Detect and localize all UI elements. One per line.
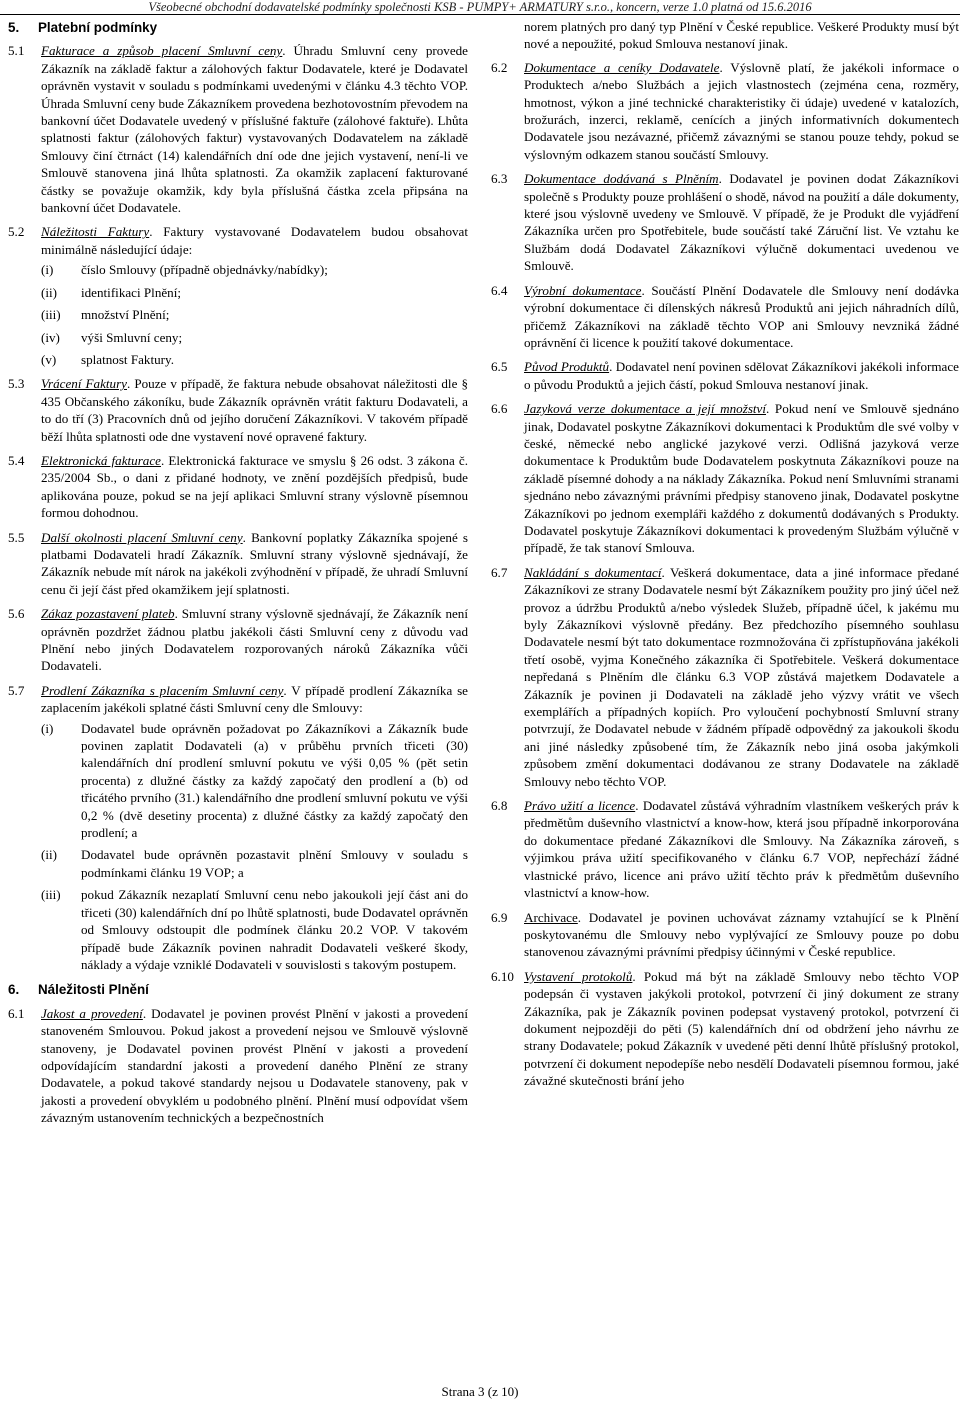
list-text: identifikaci Plnění; [81,284,181,300]
list-marker: (iv) [41,329,60,345]
clause-title: Další okolnosti placení Smluvní ceny [41,529,243,545]
clause-number: 6.7 [491,564,508,580]
clause-title: Zákaz pozastavení plateb [41,606,175,622]
list-marker: (ii) [41,847,57,863]
list-marker: (i) [41,720,54,736]
clause-number: 6.8 [491,798,508,814]
clause-text: . Elektronická fakturace ve smyslu § 26 odst. 3 zákona č. 235/2004 Sb., o dani z přidané hodnoty, ve znění pozdějších předpisů, bude aplikována pouze, pokud se na její aplikaci Smluvní strany výslovně písemnou formou dohodnou. [41,452,468,521]
list-item [41,306,468,323]
list-text: Dodavatel bude oprávněn pozastavit plnění Smlouvy v souladu s podmínkami článku 19 VOP; a [81,847,468,880]
clause-number: 6.3 [491,171,508,187]
clause-5-6 [8,605,468,675]
clause-title: Prodlení Zákazníka s placením Smluvní ceny [41,682,284,698]
clause-6-6 [491,400,959,557]
section-title: Náležitosti Plnění [38,982,149,998]
list-marker: (iii) [41,307,61,323]
list-text: číslo Smlouvy (případně objednávky/nabídky); [81,262,328,278]
left-column [8,18,468,1134]
clause-text: . Pokud má být na základě Smlouvy nebo těchto VOP podepsán či vystaven jakýkoli protokol, potvrzení či jiný dokument ze strany Zákazníka, pak je Zákazník povinen podepsat vystavený protokol, potvrzení či dokument nejpozději do pěti (5) kalendářních dní od obdržení jeho návrhu ze strany Dodavatele; pokud Zákazník v uvedené pěti denní lhůtě příslušný protokol, potvrzení či dokument nepodepíše nebo nesdělí Dodavateli písemnou formou, jaké závažné skutečnosti brání jeho [524,968,960,1089]
clause-title: Nakládání s dokumentací [524,564,662,580]
clause-text: . Dodavatel zůstává výhradním vlastníkem veškerých práv k předmětům duševního vlastnictví a know-how, která jsou případně inkorporována do dokumentace předané Zákazníkovi dle Smlouvy. Na Zákazníka zároveň, s výjimkou práva užití specifikovaného v článku 6.7 VOP, nepřechází žádné vlastnické právo, licence ani právo užití těchto práv k předmětům duševního vlastnictví a know-how. [524,798,959,901]
clause-title: Právo užití a licence [524,798,636,814]
clause-text: . Dodavatel je povinen uchovávat záznamy vztahující se k Plnění poskytovanému dle Smlouvy nebo vyplývající ze Smlouvy pouze po dobu stanovenou závaznými právními předpisy účinnými v České republice. [524,909,959,960]
clause-text: . Smluvní strany výslovně sjednávají, že Zákazník není oprávněn pozdržet žádnou platbu jakékoli části Smluvní ceny z důvodu vad Plnění nebo jiných Dodavatelem rozporovaných nároků Zákazníka vůči Dodavateli. [41,606,468,674]
list-item [41,846,468,881]
clause-text: . Pokud není ve Smlouvě sjednáno jinak, Dodavatel poskytne Zákazníkovi dokumentaci k Produktům dle své volby v české, německé nebo anglické jazykové verzi. Odlišná jazyková verze dokumentace k Produktům bude Dodavatelem poskytnuta Zákazníkovi pouze na základě písemné dohody a na náklady Zákazníka. Pokud není Smluvními stranami sjednáno nebo závaznými právními předpisy stanoveno jinak, Dodavatel poskytne Zákazníkovi po jednom exempláři každého z dokumentů dodávaných s Produkty. Dodavatel poskytuje Zákazníkovi dokumentaci k provedeným Službám výlučně v případě, že tak stanoví Smlouva. [524,401,959,556]
list-item [41,720,468,842]
list-text: splatnost Faktury. [81,351,174,367]
list-marker: (v) [41,351,57,367]
section-heading [8,19,468,36]
clause-text: . Součástí Plnění Dodavatele dle Smlouvy není dodávka výrobní dokumentace či dílenských nákresů Produktů ani jejich náhradních dílů, přičemž Zákazníkovi na základě těchto VOP ani Smlouvy nevzniká žádné oprávnění či licence k použití takové dokumentace. [524,282,959,350]
clause-title: Jakost a provedení [41,1005,143,1021]
clause-number: 5.6 [8,606,25,622]
clause-6-2 [491,59,959,163]
right-column [491,18,959,1097]
clause-6-7 [491,564,959,790]
clause-title: Elektronická fakturace [41,452,161,468]
list-item [41,886,468,973]
clause-title: Dokumentace a ceníky Dodavatele [524,59,720,75]
clause-6-10 [491,968,959,1090]
clause-text: . Dodavatel není povinen sdělovat Zákazníkovi jakékoli informace o původu Produktů a jejich částí, pokud Smlouva nestanoví jinak. [524,359,959,392]
clause-number: 5.3 [8,376,25,392]
clause-title: Jazyková verze dokumentace a její množství [524,401,767,417]
clause-6-8 [491,797,959,901]
clause-6-9 [491,909,959,961]
clause-number: 5.1 [8,43,25,59]
clause-number: 5.4 [8,452,25,468]
list-marker: (iii) [41,887,61,903]
clause-text: . Faktury vystavované Dodavatelem budou obsahovat minimálně následující údaje: [41,224,469,257]
clause-text: . Úhradu Smluvní ceny provede Zákazník na základě faktur a zálohových faktur Dodavatele, které je Dodavatel oprávněn vystavit v souladu s podmínkami uvedenými v článku 4.3 těchto VOP. Úhrada Smluvní ceny bude Zákazníkem provedena bezhotovostním převodem na bankovní účet Dodavatele uvedený v příslušné faktuře (zálohové faktuře). Lhůta splatnosti faktur (zálohových faktur) vystavovaných Dodavatelem na základě Smlouvy činí čtrnáct (14) kalendářních dní ode dne jejich vystavení, není-li ve Smlouvě stanovena jiná lhůta splatnosti. Za okamžik zaplacení fakturované částky se považuje okamžik, kdy byla příslušná částka zcela připsána na bankovní účet Dodavatele. [41,43,468,216]
clause-text: . Výslovně platí, že jakékoli informace o Produktech a/nebo Službách a jejich vlastnostech (zejména cena, rozměry, hmotnost, výkon a jiné technické charakteristiky či údaje) uvedené v katalozích, brožurách, inzerci, reklamě, cenících a jiných informativních dokumentech Dodavatele jsou nezávazné, přičemž závaznými se stanou pouze tehdy, pokud se výslovným odkazem stanou součástí Smlouvy. [524,59,959,162]
list-item [41,261,468,278]
clause-title: Dokumentace dodávaná s Plněním [524,171,719,187]
clause-text: . V případě prodlení Zákazníka se zaplacením jakékoli splatné části Smluvní ceny dle Smlouvy: [41,682,468,716]
clause-number: 6.4 [491,282,508,298]
section-heading [8,981,468,998]
clause-number: 6.2 [491,59,508,75]
list-text: Dodavatel bude oprávněn požadovat po Zákazníkovi a Zákazník bude povinen zaplatit Dodavateli (a) v průběhu prvních třiceti (30) kalendářních dní prodlení smluvní pokutu ve výši 0,05 % (pět setin procenta) z dlužné částky za každý započatý den prodlení a (b) od třicátého prvního (31.) kalendářního dne prodlení smluvní pokutu ve výši 0,2 % (dvě desetiny procenta) z dlužné částky za každý započatý den prodlení; a [81,720,468,841]
clause-number: 6.1 [8,1005,25,1021]
list-text: výši Smluvní ceny; [81,329,183,345]
clause-title: Náležitosti Faktury [41,224,150,240]
section-title: Platební podmínky [38,20,158,35]
clause-number: 5.5 [8,529,25,545]
continued-text: norem platných pro daný typ Plnění v České republice. Veškeré Produkty musí být nové a nepoužité, pokud Smlouva nestanoví jinak. [524,19,959,52]
clause-number: 6.9 [491,909,508,925]
page-header: Všeobecné obchodní dodavatelské podmínky společnosti KSB - PUMPY+ ARMATURY s.r.o., koncern, verze 1.0 platná od 15.6.2016 [0,0,960,15]
list-text: množství Plnění; [81,307,170,323]
clause-text: . Veškerá dokumentace, data a jiné informace předané Zákazníkovi ze strany Dodavatele nesmí být Zákazníkem použity pro jiný účel než provoz a údržbu Produktů a/nebo výsledek Služeb, případně účel, k jakému mu byly Zákazníkovi výslovně předány. Bez předchozího písemného souhlasu Dodavatele nesmí být tato dokumentace rozmnožována či zpřístupňována jakékoli třetí osobě, vyjma Konečného zákazníka či Spotřebitele. Veškerá dokumentace nepředaná s Plněním dle článku 6.3 VOP zůstává majetkem Dodavatele a Zákazník je povinen ji Dodavateli na základě jeho výzvy vrátit ve všech exemplářích a případných kopiích. Pro vyloučení pochybností Smluvní strany potvrzují, že Dodavatel nebude v žádném případě odpovědný za jakoukoli škodu ani jiné následky způsobené tím, že Zákazník nebo jiná osoba jakýmkoli způsobem změní dokumentaci dodávanou ze strany Dodavatele na základě Smlouvy nebo těchto VOP. [524,564,959,789]
clause-title: Vrácení Faktury [41,376,127,392]
clause-6-3 [491,170,959,274]
clause-title: Vystavení protokolů [524,968,633,984]
clause-5-5 [8,529,468,599]
page-number: Strana 3 (z 10) [441,1384,519,1399]
clause-text: . Dodavatel je povinen dodat Zákazníkovi společně s Produkty pouze prohlášení o shodě, návod na použití a dále dokumenty, které jsou výslovně uvedeny ve Smlouvě. V případě, že je Produkt dle vyjádření Zákazníka určen pro Spotřebitele, bude součástí také Záruční list. Ve vztahu ke Službám dodá Dodavatel Zákazníkovi výlučně dokumentaci uvedenou ve Smlouvě. [524,171,959,274]
clause-5-1 [8,42,468,216]
list-marker: (i) [41,262,54,278]
section-number: 5. [8,20,20,35]
clause-5-7 [8,682,468,979]
list-marker: (ii) [41,284,57,300]
clause-title: Původ Produktů [524,359,610,375]
clause-number: 5.2 [8,224,25,240]
clause-title: Výrobní dokumentace [524,282,642,298]
clause-title: Archivace [524,909,578,925]
section-number: 6. [8,982,20,998]
clause-6-1 [8,1005,468,1127]
clause-title: Fakturace a způsob placení Smluvní ceny [41,43,283,59]
list-text: pokud Zákazník nezaplatí Smluvní cenu nebo jakoukoli její část ani do třiceti (30) kalendářních dní po lhůtě splatnosti, bude Dodavatel oprávněn od Smlouvy odstoupit dle podmínek článku 20.2 VOP. V takovém případě bude Zákazník povinen nahradit Dodavateli veškeré škody, náklady a výdaje vzniklé Dodavateli v souvislosti s takovým postupem. [81,887,468,972]
list-item [41,329,468,346]
list-item [41,284,468,301]
clause-number: 6.10 [491,968,514,984]
clause-5-3 [8,375,468,445]
clause-number: 6.6 [491,401,508,417]
list-item [41,351,468,368]
clause-text: . Dodavatel je povinen provést Plnění v jakosti a provedení stanoveném Smlouvou. Pokud jakost a provedení nejsou ve Smlouvě výslovně stanoveny, je Dodavatel povinen provést Plnění v jakosti a provedení odpovídajícím standardní jakosti a provedení daného Plnění ze strany Dodavatele, a pokud takové standardy nejsou u Dodavatele stanoveny, pak v jakosti a provedení obvyklém u podobného plnění. Plnění musí odpovídat všem závazným ustanovením technických a bezpečnostních [41,1005,468,1126]
clause-text: . Pouze v případě, že faktura nebude obsahovat náležitosti dle § 435 Občanského zákoníku, bude Zákazník oprávněn vrátit fakturu Dodavateli, a to do tří (3) Pracovních dnů od jejího doručení Zákazníkovi. V takovém případě běží lhůta splatnosti ode dne vystavení nové opravené faktury. [41,376,469,444]
clause-5-4 [8,452,468,522]
clause-number: 5.7 [8,682,25,698]
clause-5-2 [8,223,468,373]
clause-6-4 [491,282,959,352]
clause-text: . Bankovní poplatky Zákazníka spojené s platbami Dodavateli hradí Zákazník. Smluvní strany výslovně sjednávají, že Zákazník nebude mít nárok na jakékoli zvýhodnění v případě, že uhradí Smluvní cenu či její část před okamžikem její splatnosti. [41,529,468,597]
clause-6-5 [491,358,959,393]
clause-number: 6.5 [491,359,508,375]
